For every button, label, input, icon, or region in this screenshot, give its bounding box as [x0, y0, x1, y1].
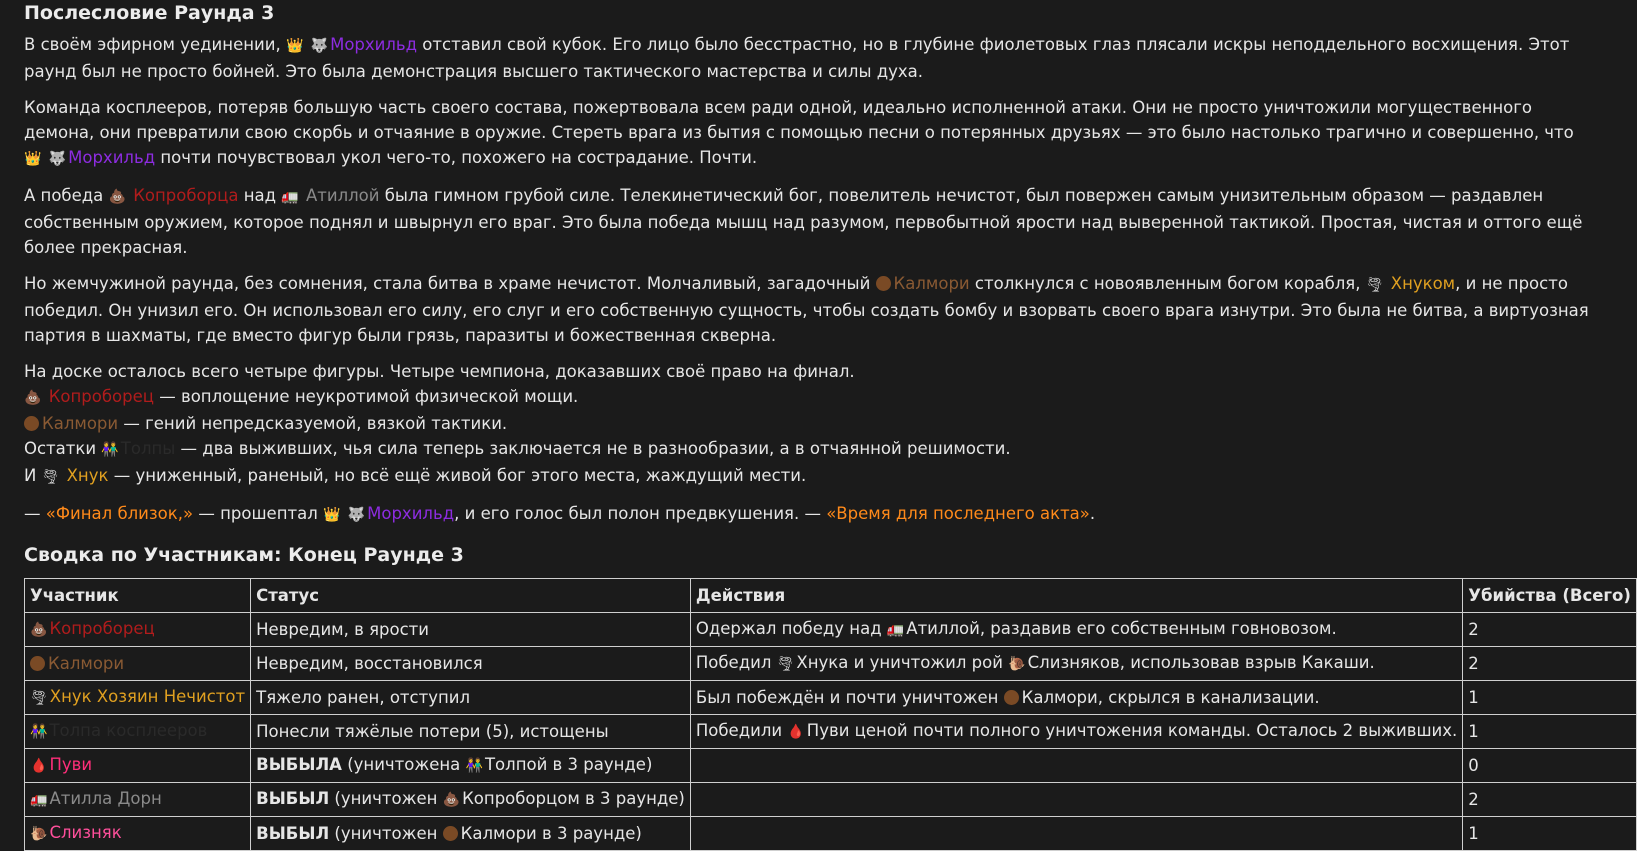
cell-status: [251, 749, 691, 783]
name-morhild: Морхильд: [330, 35, 418, 54]
text: Одержал победу над: [695, 619, 887, 638]
table-row: [25, 715, 1637, 749]
participant-name: Копроборец: [49, 619, 155, 638]
blood-drop-icon: 🩸: [30, 758, 48, 774]
table-row: [25, 681, 1637, 715]
text: Толпой в 3 раунде): [484, 755, 653, 774]
cell-status: [251, 783, 691, 817]
text: Копроборцом в 3 раунде): [462, 789, 685, 808]
cell-status: Тяжело ранен, отступил: [251, 681, 691, 715]
crown-icon: 👑: [285, 38, 304, 54]
people-icon: 👫: [30, 724, 48, 740]
name-crowd: Толпы: [120, 439, 176, 458]
text: В своём эфирном уединении,: [24, 35, 286, 54]
text: Пуви ценой почти полного уничтожения команды. Осталось 2 выживших.: [806, 721, 1458, 740]
page-title: Послесловие Раунда 3: [24, 2, 275, 24]
brown-circle-icon: [443, 826, 458, 841]
status-bold: ВЫБЫЛ: [256, 789, 330, 808]
poop-icon: 💩: [24, 390, 42, 406]
cell-actions: [690, 681, 1462, 715]
cell-actions: [690, 715, 1462, 749]
wolf-icon: 🐺: [48, 151, 67, 167]
crown-icon: 👑: [24, 151, 42, 167]
name-morhild: Морхильд: [68, 148, 156, 167]
text: И: [24, 466, 42, 485]
text: (уничтожена: [341, 755, 466, 774]
text: Победили: [695, 721, 788, 740]
text: Команда косплееров, потеряв большую часть своего состава, пожертвовала всем ради одной, идеально исполненной атаки. Они не просто уничтожили могущественного демона, они превратили свою скорбь и отчаяние в оружие. Стереть врага из бытия с помощью песни о потерянных друзьях — это было настолько трагично и совершенно, что: [24, 98, 1574, 142]
text: отставил свой кубок. Его лицо было бесстрастно, но в глубине фиолетовых глаз плясали искры неподдельного восхищения. Этот раунд был не просто бойней. Это была демонстрация высшего тактического мастерства и силы духа.: [24, 35, 1570, 81]
tornado-icon: 🌪: [30, 690, 48, 706]
cell-kills: 2: [1463, 613, 1637, 647]
text: На доске осталось всего четыре фигуры. Четыре чемпиона, доказавших своё право на финал.: [24, 362, 855, 381]
cell-status: [251, 817, 691, 851]
poop-icon: 💩: [442, 792, 461, 808]
cell-kills: 1: [1463, 715, 1637, 749]
name-hnuk: Хнуком: [1390, 274, 1456, 293]
text: Калмори, скрылся в канализации.: [1021, 688, 1320, 707]
quote-1: «Финал близок,»: [45, 504, 194, 523]
cell-actions: [690, 647, 1462, 681]
header-participant: Участник: [25, 579, 251, 613]
brown-circle-icon: [1004, 690, 1019, 705]
text: (уничтожен: [329, 789, 443, 808]
brown-circle-icon: [24, 416, 39, 431]
text: почти почувствовал укол чего-то, похожего на сострадание. Почти.: [155, 148, 758, 167]
name-kalmori: Калмори: [42, 414, 119, 433]
participant-name: Атилла Дорн: [49, 789, 162, 808]
name-kalmori: Калмори: [893, 274, 970, 293]
truck-icon: 🚛: [30, 792, 48, 808]
table-row: [25, 647, 1637, 681]
text: А победа: [24, 186, 109, 205]
cell-participant: [25, 715, 251, 749]
paragraph-1: [24, 32, 1596, 84]
text: — гений непредсказуемой, вязкой тактики.: [118, 414, 508, 433]
quote-2: «Время для последнего акта»: [826, 504, 1090, 523]
brown-circle-icon: [30, 656, 45, 671]
text: .: [1089, 504, 1096, 523]
cell-status: Невредим, в ярости: [251, 613, 691, 647]
cell-kills: 0: [1463, 749, 1637, 783]
text: (уничтожен: [329, 824, 443, 843]
name-hnuk: Хнук: [66, 466, 109, 485]
snail-icon: 🐌: [30, 826, 48, 842]
cell-kills: 2: [1463, 783, 1637, 817]
tornado-icon: 🌪: [41, 469, 60, 485]
truck-icon: 🚛: [886, 622, 905, 638]
text: — воплощение неукротимой физической мощи.: [153, 387, 579, 406]
cell-participant: [25, 817, 251, 851]
people-icon: 👫: [101, 442, 119, 458]
table-header-row: [25, 579, 1637, 613]
text: — униженный, раненый, но всё ещё живой бог этого места, жаждущий мести.: [108, 466, 807, 485]
text: Но жемчужиной раунда, без сомнения, стала битва в храме нечистот. Молчаливый, загадочный: [24, 274, 876, 293]
crown-icon: 👑: [323, 507, 341, 523]
truck-icon: 🚛: [281, 189, 299, 205]
cell-status: Невредим, восстановился: [251, 647, 691, 681]
text: Победил: [695, 653, 777, 672]
cell-kills: 1: [1463, 681, 1637, 715]
poop-icon: 💩: [30, 622, 48, 638]
paragraph-6: [24, 501, 1596, 528]
poop-icon: 💩: [108, 189, 126, 205]
status-bold: ВЫБЫЛА: [256, 755, 342, 774]
name-morhild: Морхильд: [367, 504, 455, 523]
people-icon: 👫: [465, 758, 483, 774]
summary-table: [24, 578, 1637, 851]
cell-kills: 2: [1463, 647, 1637, 681]
table-row: [25, 817, 1637, 851]
cell-participant: [25, 783, 251, 817]
cell-participant: [25, 749, 251, 783]
text: Слизняков, использовав взрыв Какаши.: [1027, 653, 1375, 672]
wolf-icon: 🐺: [347, 507, 366, 523]
participant-name: Толпа косплееров: [49, 721, 208, 740]
tornado-icon: 🌪: [1365, 277, 1384, 293]
header-actions: Действия: [690, 579, 1462, 613]
cell-actions: [690, 783, 1462, 817]
table-row: [25, 613, 1637, 647]
cell-status: Понесли тяжёлые потери (5), истощены: [251, 715, 691, 749]
header-kills: Убийства (Всего): [1463, 579, 1637, 613]
cell-participant: [25, 681, 251, 715]
paragraph-5: [24, 359, 1596, 490]
name-kopro: Копроборца: [133, 186, 239, 205]
paragraph-3: [24, 183, 1596, 260]
summary-title: Сводка по Участникам: Конец Раунде 3: [24, 544, 464, 566]
text: — два выживших, чья сила теперь заключается не в разнообразии, а в отчаянной решимости.: [175, 439, 1011, 458]
table-row: [25, 783, 1637, 817]
cell-actions: [690, 817, 1462, 851]
paragraph-2: [24, 95, 1596, 172]
status-bold: ВЫБЫЛ: [256, 824, 330, 843]
text: Атиллой, раздавив его собственным говновозом.: [906, 619, 1337, 638]
tornado-icon: 🌪: [776, 656, 795, 672]
text: Остатки: [24, 439, 102, 458]
text: , и его голос был полон предвкушения. —: [454, 504, 827, 523]
text: Хнука и уничтожил рой: [796, 653, 1009, 672]
cell-actions: [690, 613, 1462, 647]
text: Был побеждён и почти уничтожен: [695, 688, 1004, 707]
text: была гимном грубой силе. Телекинетический бог, повелитель нечистот, был повержен самым унизительным образом — раздавлен собственным оружием, которое поднял и швырнул его враг. Это была победа мышц над разумом, первобытной ярости над выверенной тактикой. Простая, чистая и оттого ещё более прекрасная.: [24, 186, 1583, 257]
header-status: Статус: [251, 579, 691, 613]
blood-drop-icon: 🩸: [787, 724, 805, 740]
text: столкнулся с новоявленным богом корабля,: [969, 274, 1366, 293]
participant-name: Калмори: [48, 654, 125, 673]
text: над: [238, 186, 282, 205]
text: , и не просто победил. Он унизил его. Он использовал его силу, его слуг и его собственную сущность, чтобы создать бомбу и взорвать своего врага изнутри. Это была не битва, а виртуозная партия в шахматы, где вместо фигур были грязь, паразиты и божественная скверна.: [24, 274, 1589, 345]
paragraph-4: [24, 271, 1596, 348]
wolf-icon: 🐺: [310, 38, 329, 54]
cell-participant: [25, 613, 251, 647]
cell-actions: [690, 749, 1462, 783]
participant-name: Хнук Хозяин Нечистот: [49, 687, 246, 706]
name-atilla: Атиллой: [305, 186, 380, 205]
participant-name: Слизняк: [49, 823, 122, 842]
text: Калмори в 3 раунде): [460, 824, 642, 843]
cell-kills: 1: [1463, 817, 1637, 851]
name-kopro: Копроборец: [48, 387, 154, 406]
cell-participant: [25, 647, 251, 681]
text: — прошептал: [193, 504, 323, 523]
snail-icon: 🐌: [1008, 656, 1026, 672]
participant-name: Пуви: [49, 755, 93, 774]
table-row: [25, 749, 1637, 783]
brown-circle-icon: [876, 276, 891, 291]
text: —: [24, 504, 46, 523]
